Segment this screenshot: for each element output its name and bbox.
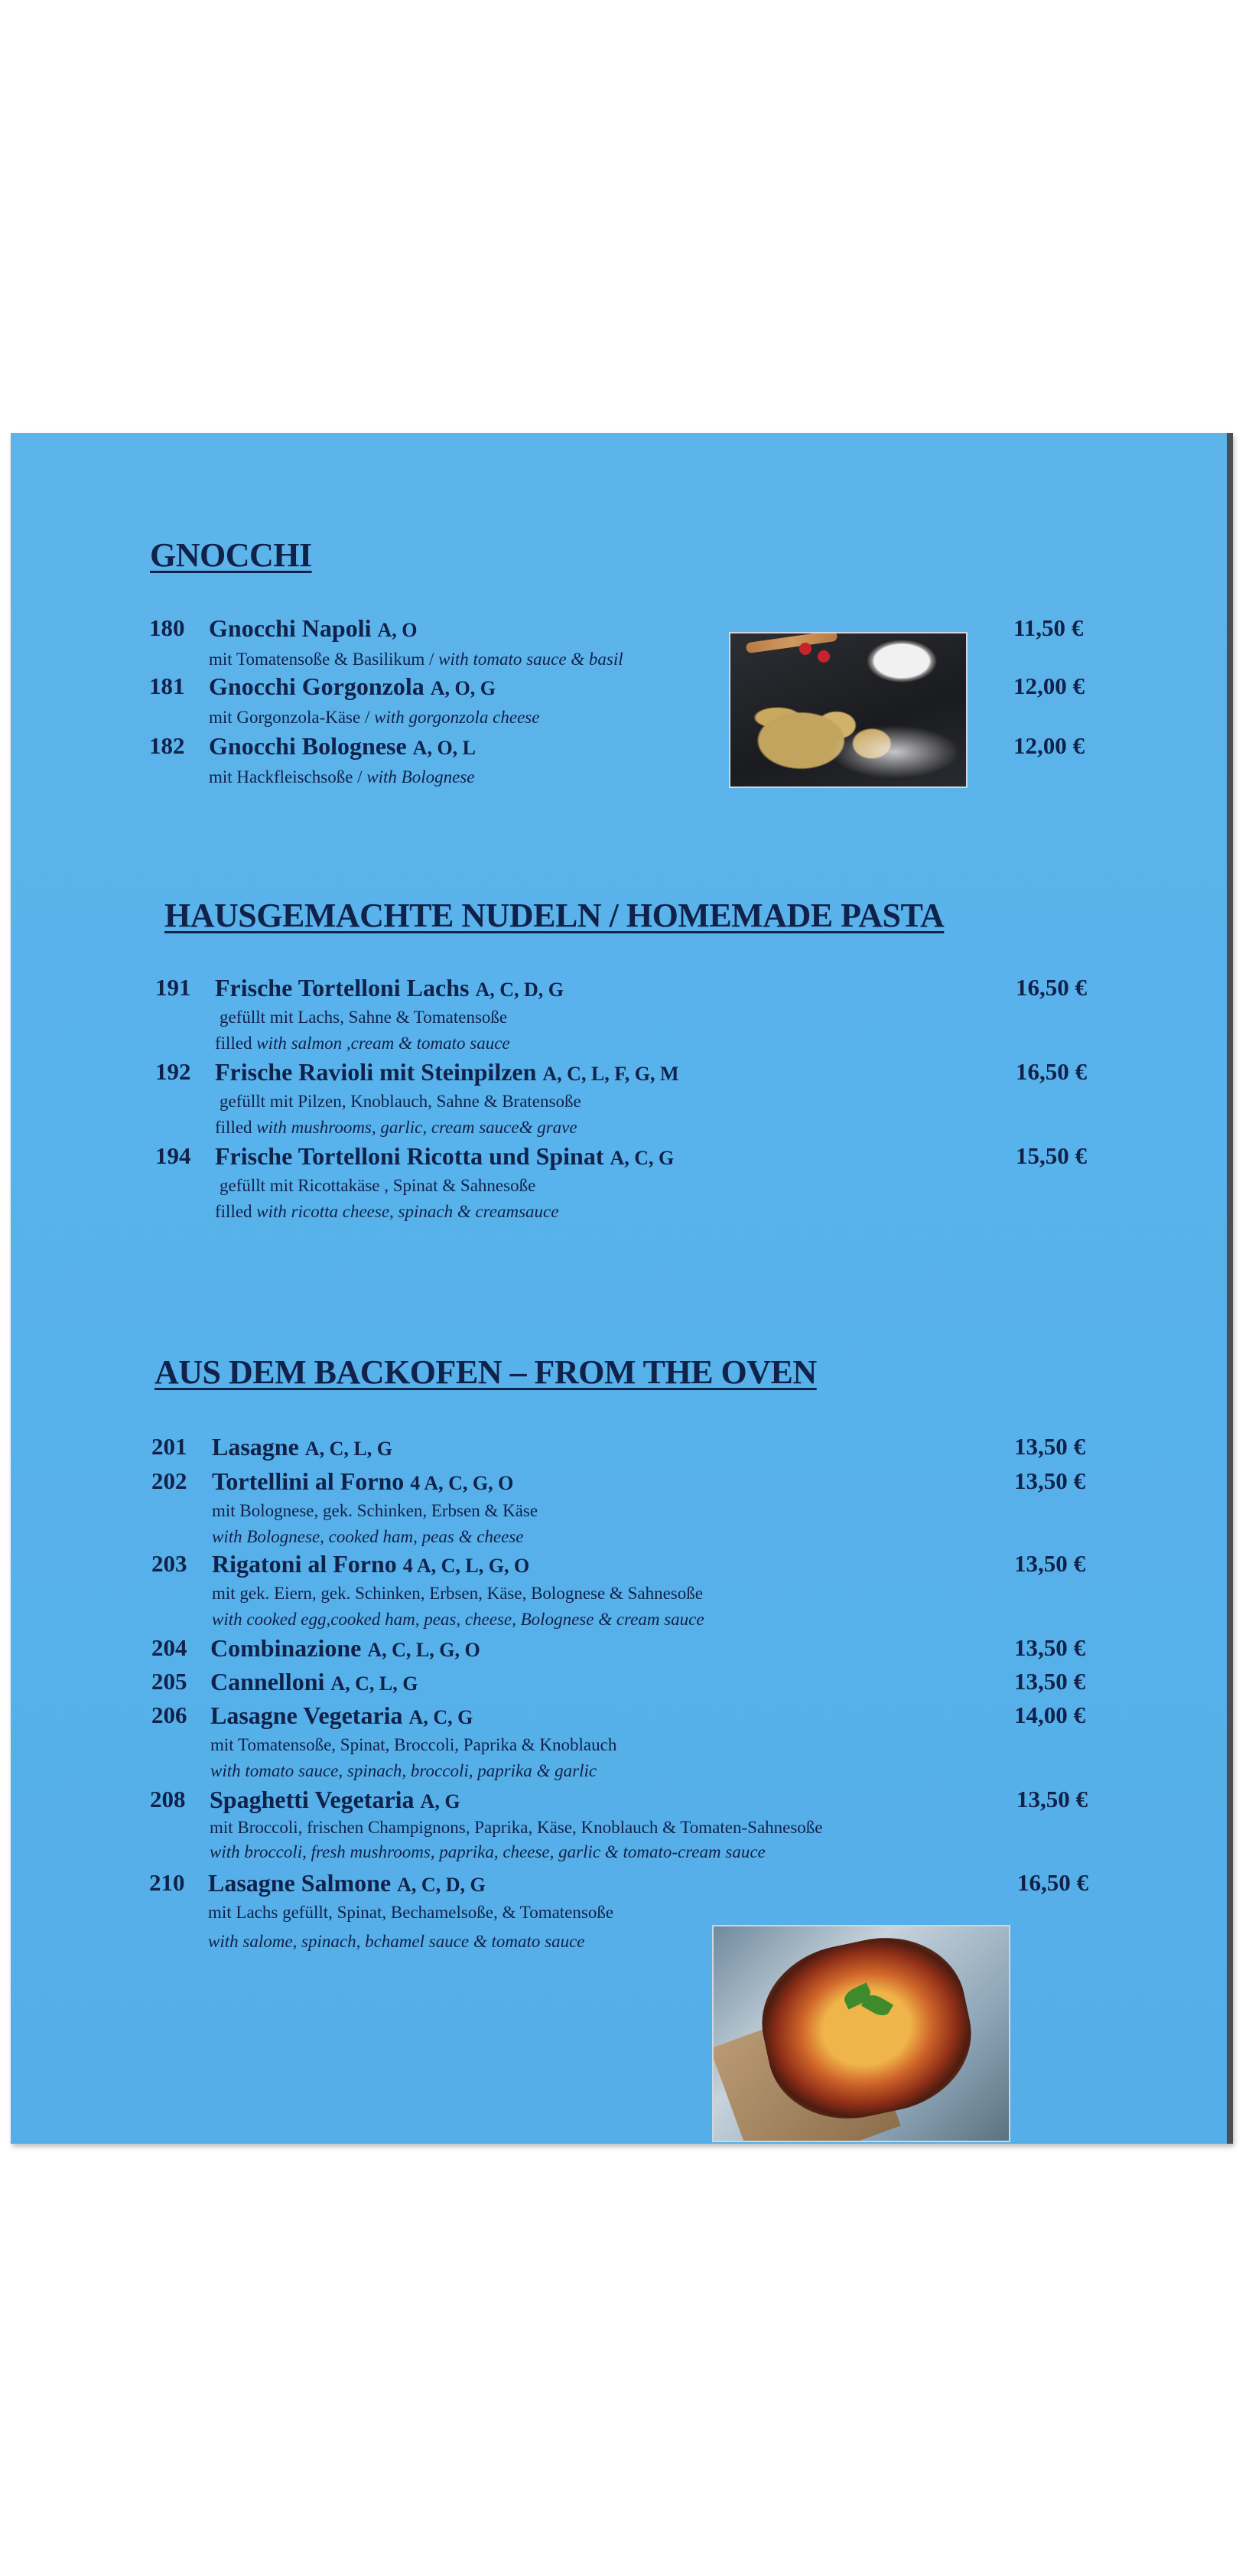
item-name: Frische Tortelloni Ricotta und Spinat A, C, G bbox=[215, 1142, 675, 1170]
item-name: Combinazione A, C, L, G, O bbox=[210, 1634, 480, 1662]
item-number: 208 bbox=[150, 1786, 186, 1812]
allergen-codes: 4 A, C, L, G, O bbox=[402, 1555, 530, 1577]
item-name: Frische Tortelloni Lachs A, C, D, G bbox=[215, 974, 564, 1001]
allergen-codes: A, O, L bbox=[412, 737, 477, 759]
allergen-codes: 4 A, C, G, O bbox=[410, 1472, 514, 1494]
tomato-graphic bbox=[799, 643, 812, 655]
item-number: 192 bbox=[155, 1058, 191, 1085]
allergen-codes: A, C, L, F, G, M bbox=[542, 1063, 679, 1085]
item-description-en: filled with salmon ,cream & tomato sauce bbox=[215, 1034, 510, 1053]
item-price: 13,50 € bbox=[1014, 1634, 1085, 1661]
allergen-codes: A, G bbox=[420, 1790, 460, 1812]
item-description: mit Gorgonzola-Käse / with gorgonzola cheese bbox=[209, 708, 540, 727]
item-description-de: mit Broccoli, frischen Champignons, Paprika, Käse, Knoblauch & Tomaten-Sahnesoße bbox=[210, 1818, 823, 1837]
item-name: Frische Ravioli mit Steinpilzen A, C, L, F, G, M bbox=[215, 1058, 679, 1086]
item-description-en: with Bolognese, cooked ham, peas & cheese bbox=[212, 1527, 524, 1546]
item-description: mit Tomatensoße & Basilikum / with tomato sauce & basil bbox=[209, 650, 623, 669]
item-price: 14,00 € bbox=[1014, 1702, 1085, 1728]
item-name: Gnocchi Bolognese A, O, L bbox=[209, 732, 477, 760]
item-price: 16,50 € bbox=[1016, 974, 1087, 1001]
item-description-de: mit Bolognese, gek. Schinken, Erbsen & Käse bbox=[212, 1501, 538, 1520]
item-description-en: filled with mushrooms, garlic, cream sauce& grave bbox=[215, 1118, 577, 1137]
allergen-codes: A, C, L, G bbox=[304, 1438, 392, 1460]
item-name: Spaghetti Vegetaria A, G bbox=[210, 1786, 460, 1813]
lasagne-photo bbox=[712, 1925, 1010, 2142]
item-price: 12,00 € bbox=[1013, 672, 1085, 699]
item-number: 181 bbox=[149, 672, 185, 699]
item-number: 191 bbox=[155, 974, 191, 1001]
item-price: 12,00 € bbox=[1013, 732, 1085, 759]
item-description-de: mit Lachs gefüllt, Spinat, Bechamelsoße, & Tomatensoße bbox=[208, 1903, 614, 1922]
item-price: 13,50 € bbox=[1014, 1467, 1085, 1494]
item-description-de: gefüllt mit Pilzen, Knoblauch, Sahne & Bratensoße bbox=[220, 1092, 581, 1111]
section-title-gnocchi: GNOCCHI bbox=[150, 536, 312, 574]
item-price: 16,50 € bbox=[1016, 1058, 1087, 1085]
allergen-codes: A, C, D, G bbox=[475, 979, 564, 1001]
item-price: 13,50 € bbox=[1014, 1433, 1085, 1460]
item-name: Gnocchi Napoli A, O bbox=[209, 614, 418, 642]
allergen-codes: A, C, L, G, O bbox=[367, 1639, 480, 1661]
item-description-en: with salome, spinach, bchamel sauce & tomato sauce bbox=[208, 1932, 585, 1951]
item-name: Lasagne A, C, L, G bbox=[212, 1433, 392, 1461]
item-number: 182 bbox=[149, 732, 185, 759]
item-name: Lasagne Vegetaria A, C, G bbox=[210, 1702, 473, 1729]
allergen-codes: A, C, G bbox=[610, 1147, 675, 1169]
item-number: 206 bbox=[151, 1702, 187, 1728]
item-name: Cannelloni A, C, L, G bbox=[210, 1668, 418, 1695]
section-title-homemade-pasta: HAUSGEMACHTE NUDELN / HOMEMADE PASTA bbox=[164, 897, 945, 934]
item-description: mit Hackfleischsoße / with Bolognese bbox=[209, 767, 475, 786]
item-number: 205 bbox=[151, 1668, 187, 1695]
item-name: Lasagne Salmone A, C, D, G bbox=[208, 1869, 486, 1897]
item-number: 180 bbox=[149, 614, 185, 641]
item-description-de: gefüllt mit Lachs, Sahne & Tomatensoße bbox=[220, 1008, 508, 1027]
item-number: 204 bbox=[151, 1634, 187, 1661]
flour-bowl-graphic bbox=[867, 640, 937, 682]
item-price: 11,50 € bbox=[1013, 614, 1084, 641]
item-number: 202 bbox=[151, 1467, 187, 1494]
flour-graphic bbox=[830, 725, 960, 779]
allergen-codes: A, C, G bbox=[408, 1706, 473, 1728]
allergen-codes: A, C, D, G bbox=[397, 1874, 486, 1896]
item-description-en: with cooked egg,cooked ham, peas, cheese, Bolognese & cream sauce bbox=[212, 1610, 704, 1629]
item-name: Tortellini al Forno 4 A, C, G, O bbox=[212, 1467, 514, 1495]
item-number: 201 bbox=[151, 1433, 187, 1460]
pasta-photo bbox=[729, 632, 968, 788]
item-number: 203 bbox=[151, 1550, 187, 1577]
item-price: 16,50 € bbox=[1017, 1869, 1088, 1896]
allergen-codes: A, O bbox=[377, 619, 418, 641]
item-description-de: mit gek. Eiern, gek. Schinken, Erbsen, Käse, Bolognese & Sahnesoße bbox=[212, 1584, 703, 1603]
allergen-codes: A, C, L, G bbox=[330, 1672, 418, 1695]
item-description-de: gefüllt mit Ricottakäse , Spinat & Sahnesoße bbox=[220, 1176, 536, 1195]
item-description-de: mit Tomatensoße, Spinat, Broccoli, Paprika & Knoblauch bbox=[210, 1735, 617, 1754]
item-description-en: with tomato sauce, spinach, broccoli, paprika & garlic bbox=[210, 1761, 597, 1780]
item-price: 13,50 € bbox=[1014, 1668, 1085, 1695]
item-price: 15,50 € bbox=[1016, 1142, 1087, 1169]
item-name: Rigatoni al Forno 4 A, C, L, G, O bbox=[212, 1550, 530, 1578]
item-number: 194 bbox=[155, 1142, 191, 1169]
tomato-graphic bbox=[818, 650, 830, 663]
item-number: 210 bbox=[149, 1869, 185, 1896]
item-price: 13,50 € bbox=[1014, 1550, 1085, 1577]
item-price: 13,50 € bbox=[1016, 1786, 1088, 1812]
item-description-en: with broccoli, fresh mushrooms, paprika, cheese, garlic & tomato-cream sauce bbox=[210, 1842, 766, 1861]
item-description-en: filled with ricotta cheese, spinach & creamsauce bbox=[215, 1202, 559, 1221]
section-title-from-the-oven: AUS DEM BACKOFEN – FROM THE OVEN bbox=[154, 1353, 817, 1391]
allergen-codes: A, O, G bbox=[430, 677, 496, 699]
item-name: Gnocchi Gorgonzola A, O, G bbox=[209, 672, 496, 700]
